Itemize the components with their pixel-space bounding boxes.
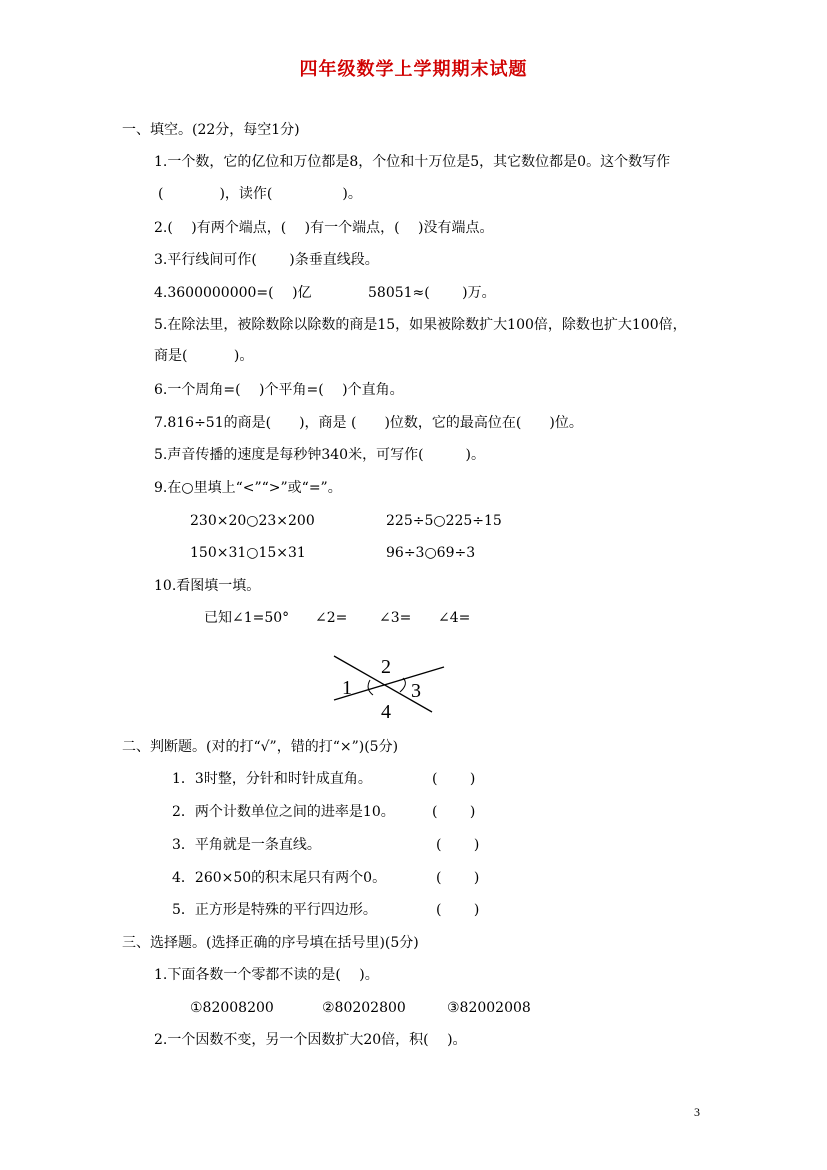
intersecting-lines-figure (330, 650, 450, 724)
angle-label-1: 1 (342, 677, 352, 699)
judge-blank-5: ( ) (436, 902, 480, 918)
question-6: 6.一个周角=( )个平角=( )个直角。 (154, 382, 404, 398)
choice-option-3: ③82002008 (447, 1000, 531, 1016)
question-8: 5.声音传播的速度是每秒钟340米，可写作( )。 (154, 447, 486, 463)
question-7: 7.816÷51的商是( )，商是 ( )位数，它的最高位在( )位。 (154, 415, 583, 431)
question-10-angle-3: ∠3= (379, 610, 412, 626)
section-2-heading: 二、判断题。(对的打“√”，错的打“×”)(5分) (122, 739, 399, 755)
judge-blank-4: ( ) (436, 870, 480, 886)
question-9: 9.在○里填上“<”“>”或“=”。 (154, 480, 342, 496)
angle-arc-1 (368, 680, 373, 695)
choice-question-1: 1.下面各数一个零都不读的是( )。 (154, 967, 379, 983)
choice-option-2: ②80202800 (322, 1000, 406, 1016)
question-2: 2.( )有两个端点，( )有一个端点，( )没有端点。 (154, 220, 494, 236)
angle-label-3: 3 (411, 680, 421, 702)
section-3-heading: 三、选择题。(选择正确的序号填在括号里)(5分) (122, 935, 419, 951)
question-5-line-2: 商是( )。 (154, 348, 254, 364)
judge-blank-2: ( ) (432, 804, 476, 820)
judge-item-1: 1．3时整，分针和时针成直角。 (172, 771, 372, 787)
question-3: 3.平行线间可作( )条垂直线段。 (154, 252, 379, 268)
question-9-item-a: 230×20○23×200 (190, 513, 315, 529)
angle-label-2: 2 (381, 656, 391, 678)
judge-blank-1: ( ) (432, 771, 476, 787)
judge-item-5: 5．正方形是特殊的平行四边形。 (172, 902, 377, 918)
section-1-heading: 一、填空。(22分，每空1分) (122, 122, 300, 138)
question-10-given: 已知∠1=50° (204, 610, 290, 626)
judge-item-3: 3．平角就是一条直线。 (172, 837, 321, 853)
question-4-part-1: 4.3600000000=( )亿 (154, 285, 312, 301)
judge-item-4: 4．260×50的积末尾只有两个0。 (172, 870, 387, 886)
choice-option-1: ①82008200 (190, 1000, 274, 1016)
judge-item-2: 2．两个计数单位之间的进率是10。 (172, 804, 395, 820)
angle-label-4: 4 (381, 701, 391, 723)
question-10-angle-2: ∠2= (315, 610, 348, 626)
question-10: 10.看图填一填。 (154, 578, 261, 594)
question-9-item-b: 225÷5○225÷15 (386, 513, 502, 529)
judge-blank-3: ( ) (436, 837, 480, 853)
question-9-item-c: 150×31○15×31 (190, 545, 306, 561)
page-number: 3 (694, 1105, 700, 1119)
question-1-line-1: 1.一个数，它的亿位和万位都是8，个位和十万位是5，其它数位都是0。这个数写作 (154, 154, 671, 170)
question-4-part-2: 58051≈( )万。 (368, 285, 496, 301)
question-9-item-d: 96÷3○69÷3 (386, 545, 476, 561)
question-10-angle-4: ∠4= (438, 610, 471, 626)
question-5-line-1: 5.在除法里，被除数除以除数的商是15，如果被除数扩大100倍，除数也扩大100倍， (154, 317, 687, 333)
page-title: 四年级数学上学期期末试题 (299, 59, 528, 80)
question-1-line-2: ( )，读作( )。 (158, 186, 362, 202)
choice-question-2: 2.一个因数不变，另一个因数扩大20倍，积( )。 (154, 1032, 467, 1048)
